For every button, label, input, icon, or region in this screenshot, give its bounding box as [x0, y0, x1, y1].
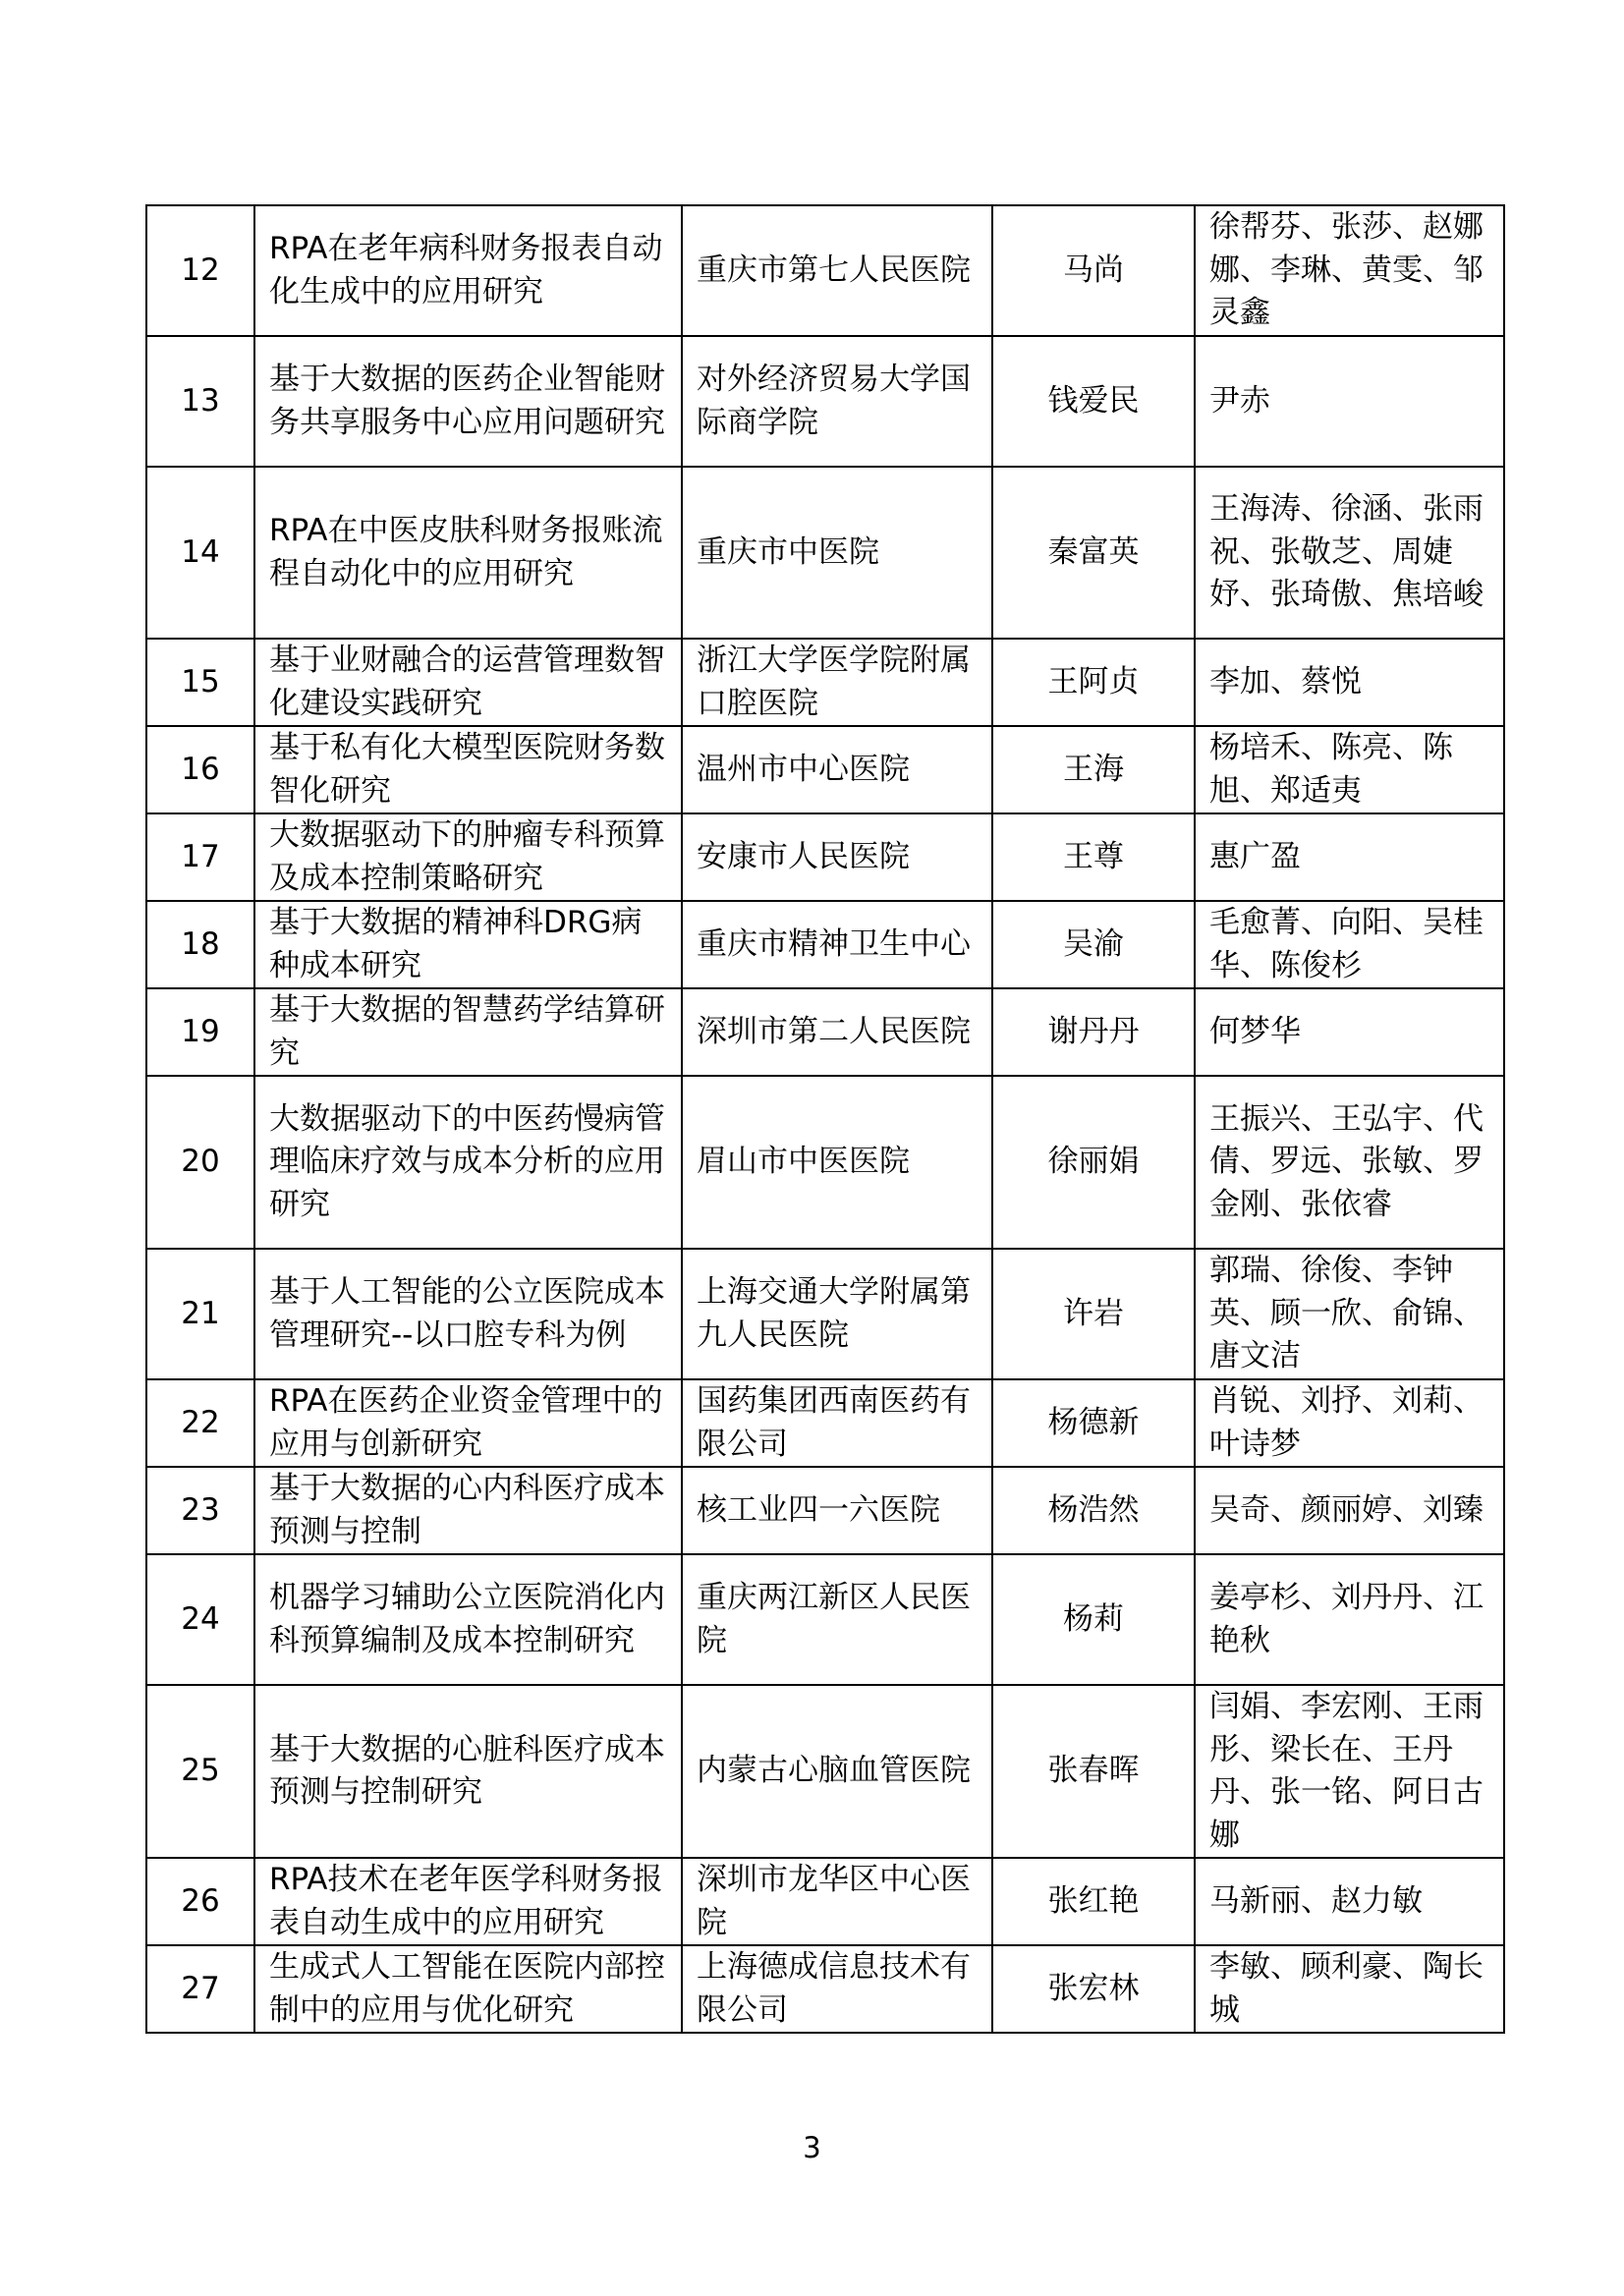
project-lead: 杨德新 [992, 1379, 1195, 1467]
organization: 上海德成信息技术有限公司 [682, 1945, 992, 2033]
team-members: 何梦华 [1195, 988, 1504, 1076]
table-row [146, 1858, 1504, 1945]
organization: 温州市中心医院 [682, 726, 992, 813]
project-title: 大数据驱动下的中医药慢病管理临床疗效与成本分析的应用研究 [254, 1076, 682, 1249]
project-title: RPA在医药企业资金管理中的应用与创新研究 [254, 1379, 682, 1467]
project-title: 大数据驱动下的肿瘤专科预算及成本控制策略研究 [254, 813, 682, 901]
project-title: 基于大数据的医药企业智能财务共享服务中心应用问题研究 [254, 336, 682, 467]
project-title: RPA在老年病科财务报表自动化生成中的应用研究 [254, 205, 682, 336]
project-lead: 许岩 [992, 1249, 1195, 1379]
row-number: 19 [146, 988, 254, 1076]
project-title: 生成式人工智能在医院内部控制中的应用与优化研究 [254, 1945, 682, 2033]
project-title: RPA技术在老年医学科财务报表自动生成中的应用研究 [254, 1858, 682, 1945]
table-row [146, 1379, 1504, 1467]
project-lead: 张宏林 [992, 1945, 1195, 2033]
organization: 眉山市中医医院 [682, 1076, 992, 1249]
team-members: 尹赤 [1195, 336, 1504, 467]
project-title: 基于业财融合的运营管理数智化建设实践研究 [254, 639, 682, 726]
project-title: 基于大数据的精神科DRG病种成本研究 [254, 901, 682, 988]
organization: 重庆市第七人民医院 [682, 205, 992, 336]
row-number: 22 [146, 1379, 254, 1467]
table-row [146, 726, 1504, 813]
organization: 内蒙古心脑血管医院 [682, 1685, 992, 1858]
row-number: 17 [146, 813, 254, 901]
table-row [146, 1076, 1504, 1249]
organization: 核工业四一六医院 [682, 1467, 992, 1554]
organization: 国药集团西南医药有限公司 [682, 1379, 992, 1467]
project-title: 基于大数据的智慧药学结算研究 [254, 988, 682, 1076]
team-members: 王振兴、王弘宇、代倩、罗远、张敏、罗金刚、张依睿 [1195, 1076, 1504, 1249]
row-number: 14 [146, 467, 254, 639]
project-lead: 王海 [992, 726, 1195, 813]
project-lead: 杨浩然 [992, 1467, 1195, 1554]
organization: 对外经济贸易大学国际商学院 [682, 336, 992, 467]
project-lead: 徐丽娟 [992, 1076, 1195, 1249]
project-title: 基于私有化大模型医院财务数智化研究 [254, 726, 682, 813]
row-number: 27 [146, 1945, 254, 2033]
organization: 深圳市第二人民医院 [682, 988, 992, 1076]
project-lead: 吴渝 [992, 901, 1195, 988]
row-number: 15 [146, 639, 254, 726]
organization: 深圳市龙华区中心医院 [682, 1858, 992, 1945]
team-members: 王海涛、徐涵、张雨祝、张敬芝、周婕妤、张琦傲、焦培峻 [1195, 467, 1504, 639]
table-row [146, 1685, 1504, 1858]
page-number: 3 [803, 2131, 821, 2164]
row-number: 21 [146, 1249, 254, 1379]
project-lead: 王阿贞 [992, 639, 1195, 726]
team-members: 肖锐、刘抒、刘莉、叶诗梦 [1195, 1379, 1504, 1467]
team-members: 郭瑞、徐俊、李钟英、顾一欣、俞锦、唐文洁 [1195, 1249, 1504, 1379]
team-members: 毛愈菁、向阳、吴桂华、陈俊杉 [1195, 901, 1504, 988]
row-number: 16 [146, 726, 254, 813]
team-members: 徐帮芬、张莎、赵娜娜、李琳、黄雯、邹灵鑫 [1195, 205, 1504, 336]
table-row [146, 901, 1504, 988]
row-number: 26 [146, 1858, 254, 1945]
project-lead: 马尚 [992, 205, 1195, 336]
table-row [146, 813, 1504, 901]
project-lead: 张红艳 [992, 1858, 1195, 1945]
table-row [146, 205, 1504, 336]
row-number: 23 [146, 1467, 254, 1554]
row-number: 18 [146, 901, 254, 988]
project-lead: 王尊 [992, 813, 1195, 901]
project-table [145, 204, 1505, 2034]
project-title: 基于大数据的心内科医疗成本预测与控制 [254, 1467, 682, 1554]
table-row [146, 1467, 1504, 1554]
table-row [146, 1945, 1504, 2033]
project-lead: 谢丹丹 [992, 988, 1195, 1076]
table-row [146, 1554, 1504, 1685]
row-number: 24 [146, 1554, 254, 1685]
project-title: 基于人工智能的公立医院成本管理研究--以口腔专科为例 [254, 1249, 682, 1379]
project-title: RPA在中医皮肤科财务报账流程自动化中的应用研究 [254, 467, 682, 639]
organization: 重庆市精神卫生中心 [682, 901, 992, 988]
table-row [146, 988, 1504, 1076]
table-row [146, 336, 1504, 467]
team-members: 闫娟、李宏刚、王雨彤、梁长在、王丹丹、张一铭、阿日古娜 [1195, 1685, 1504, 1858]
project-lead: 钱爱民 [992, 336, 1195, 467]
team-members: 马新丽、赵力敏 [1195, 1858, 1504, 1945]
table-row [146, 1249, 1504, 1379]
organization: 重庆两江新区人民医院 [682, 1554, 992, 1685]
organization: 上海交通大学附属第九人民医院 [682, 1249, 992, 1379]
project-lead: 秦富英 [992, 467, 1195, 639]
organization: 浙江大学医学院附属口腔医院 [682, 639, 992, 726]
table-row [146, 467, 1504, 639]
organization: 安康市人民医院 [682, 813, 992, 901]
team-members: 李敏、顾利豪、陶长城 [1195, 1945, 1504, 2033]
row-number: 13 [146, 336, 254, 467]
team-members: 杨培禾、陈亮、陈旭、郑适夷 [1195, 726, 1504, 813]
project-lead: 张春晖 [992, 1685, 1195, 1858]
project-title: 基于大数据的心脏科医疗成本预测与控制研究 [254, 1685, 682, 1858]
row-number: 25 [146, 1685, 254, 1858]
team-members: 吴奇、颜丽婷、刘臻 [1195, 1467, 1504, 1554]
row-number: 20 [146, 1076, 254, 1249]
team-members: 惠广盈 [1195, 813, 1504, 901]
project-lead: 杨莉 [992, 1554, 1195, 1685]
team-members: 姜亭杉、刘丹丹、江艳秋 [1195, 1554, 1504, 1685]
team-members: 李加、蔡悦 [1195, 639, 1504, 726]
project-title: 机器学习辅助公立医院消化内科预算编制及成本控制研究 [254, 1554, 682, 1685]
table-row [146, 639, 1504, 726]
organization: 重庆市中医院 [682, 467, 992, 639]
row-number: 12 [146, 205, 254, 336]
